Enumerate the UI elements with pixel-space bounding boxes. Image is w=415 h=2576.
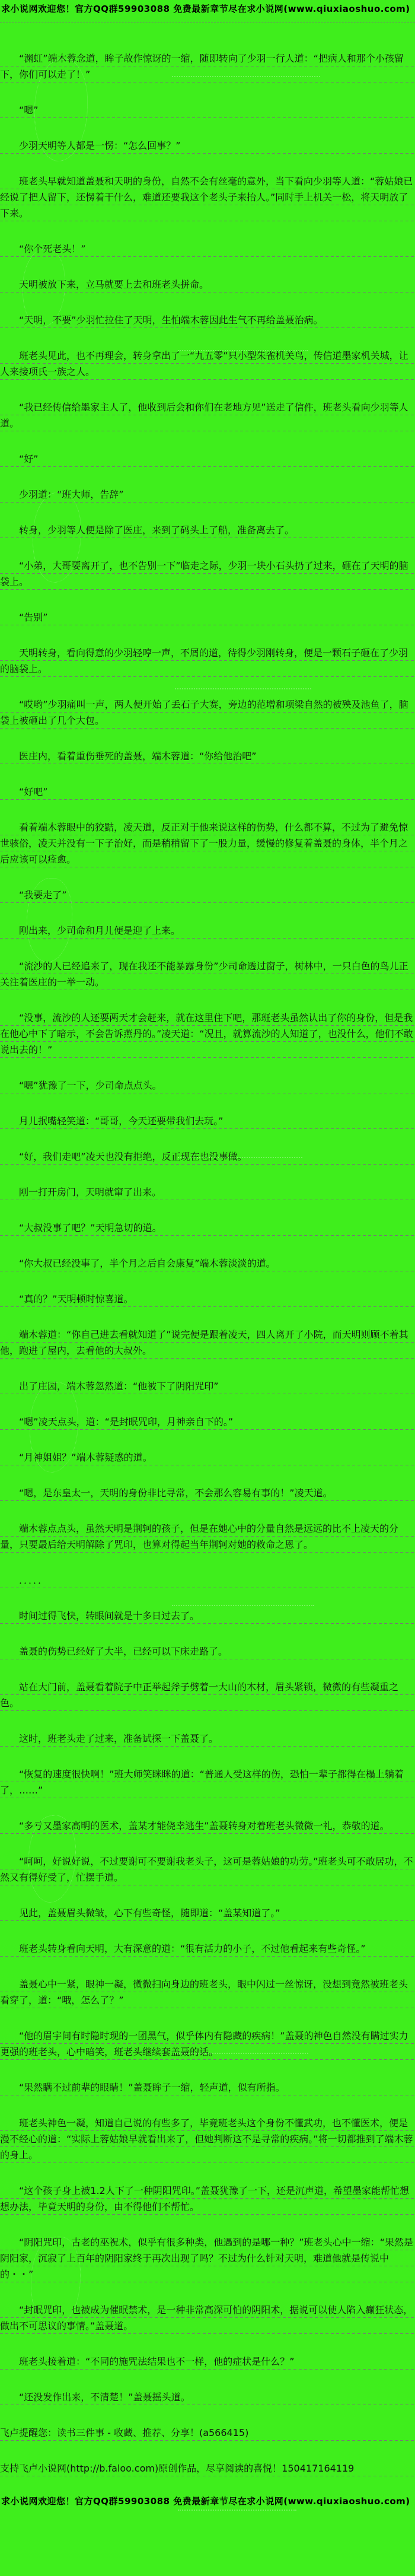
novel-paragraph: “你大叔已经没事了，半个月之后自会康复”端木蓉淡淡的道。 [0,1255,415,1271]
novel-paragraph: “我已经传信给墨家主人了，他收到后会和你们在老地方见”送走了信件，班老头看向少羽等人道。 [0,399,415,431]
novel-paragraph: 时间过得飞快，转眼间就是十多日过去了。 [0,1608,415,1624]
novel-paragraph: “小弟，大哥要离开了，也不告别一下”临走之际，少羽一块小石头扔了过来，砸在了天明的脑袋上。 [0,558,415,590]
novel-paragraph: 端木蓉点点头，虽然天明是荆轲的孩子，但是在她心中的分量自然是远远的比不上凌天的分量，只要最后给天明解除了咒印，也算对得起当年荆轲对她的救命之恩了。 [0,1521,415,1553]
novel-paragraph: 见此，盖聂眉头微皱，心下有些奇怪，随即道：“盖某知道了。” [0,1905,415,1921]
novel-paragraph: “好，我们走吧”凌天也没有拒绝，反正现在也没事做。 [0,1149,415,1165]
novel-paragraph: “天明，不要”少羽忙拉住了天明，生怕端木蓉因此生气不再给盖聂治病。 [0,312,415,328]
novel-paragraph: “告别” [0,609,415,625]
novel-paragraph: 这时，班老头走了过来，准备试探一下盖聂了。 [0,1731,415,1747]
novel-paragraph: 出了庄园，端木蓉忽然道：“他被下了阴阳咒印” [0,1378,415,1394]
novel-paragraph: 月儿抿嘴轻笑道：“哥哥，今天还要带我们去玩。” [0,1113,415,1129]
novel-paragraph: 盖聂的伤势已经好了大半，已经可以下床走路了。 [0,1643,415,1659]
novel-paragraph: “渊虹”端木蓉念道，眸子故作惊讶的一缩，随即转向了少羽一行人道：“把病人和那个小孩留下，你们可以走了！” [0,50,415,82]
novel-paragraph: “嗯”犹豫了一下，少司命点点头。 [0,1077,415,1093]
watermark-noise [178,2510,296,2511]
site-note: 支持飞卢小说网(http://b.faloo.com)原创作品，尽享阅读的喜悦！150417164119 [0,2460,415,2476]
novel-paragraph: 刚出来，少司命和月儿便是迎了上来。 [0,923,415,939]
site-banner-text: 求小说网欢迎您！官方QQ群59903088 免费最新章节尽在求小说网(www.qiuxiaoshuo.com) [1,2496,410,2507]
novel-paragraph: “流沙的人已经追来了，现在我还不能暴露身份”少司命透过窗子，树林中，一只白色的鸟儿正关注着医庄的一举一动。 [0,958,415,990]
novel-paragraph: “嗯” [0,102,415,118]
novel-paragraph: 站在大门前，盖聂看着院子中正举起斧子劈着一大山的木材，眉头紧锁，微微的有些凝重之色。 [0,1679,415,1711]
novel-paragraph: “月神姐姐？”端木蓉疑惑的道。 [0,1449,415,1465]
novel-paragraph: “呵呵，好说好说，不过要谢可不要谢我老头子，这可是蓉姑娘的功劳。”班老头可不敢居功，不然又有得好受了，忙摆手道。 [0,1853,415,1885]
novel-paragraph: “他的眉宇间有时隐时现的一团黑气，似乎体内有隐藏的疾病！”盖聂的神色自然没有瞒过实力更强的班老头，心中暗笑，班老头继续套盖聂的话。 [0,2028,415,2060]
novel-paragraph: “嗯，是东皇太一，天明的身份非比寻常，不会那么容易有事的！”凌天道。 [0,1485,415,1501]
novel-paragraph: 医庄内，看着重伤垂死的盖聂，端木蓉道：“你给他治吧” [0,748,415,764]
novel-paragraph: 班老头接着道：“不同的施咒法结果也不一样，他的症状是什么？” [0,2354,415,2370]
novel-paragraph: “你个死老头！” [0,241,415,257]
novel-paragraph: “果然瞒不过前辈的眼睛！”盖聂眸子一缩，轻声道，似有所指。 [0,2079,415,2095]
novel-paragraph: “没事，流沙的人还要两天才会赶来，就在这里住下吧，那班老头虽然认出了你的身份，但是我在他心中下了暗示，不会告诉燕丹的。”凌天道：“况且，就算流沙的人知道了，也没什么，他们不敢说出去的！” [0,1010,415,1058]
novel-paragraph: 班老头转身看向天明，大有深意的道：“很有活力的小子，不过他看起来有些奇怪。” [0,1941,415,1957]
site-banner-text: 求小说网欢迎您！官方QQ群59903088 免费最新章节尽在求小说网(www.qiuxiaoshuo.com) [1,4,410,14]
novel-paragraph: 刚一打开房门，天明就窜了出来。 [0,1184,415,1200]
novel-paragraph: 少羽道：“班大师，告辞” [0,486,415,503]
novel-paragraph: “多亏又墨家高明的医术，盖某才能侥幸逃生”盖聂转身对着班老头微微一礼，恭敬的道。 [0,1818,415,1834]
novel-paragraph: “哎哟”少羽痛叫一声，两人便开始了丢石子大赛，旁边的范增和项梁自然的被殃及池鱼了，脑袋上被砸出了几个大包。 [0,697,415,729]
novel-paragraph: 天明被放下来，立马就要上去和班老头拼命。 [0,276,415,292]
novel-paragraph: “我要走了” [0,887,415,903]
novel-paragraph: “好” [0,451,415,467]
novel-body [0,50,415,2476]
novel-paragraph: “嗯”凌天点头，道：“是封眠咒印，月神亲自下的。” [0,1414,415,1430]
site-banner-top [0,0,415,23]
site-banner-bottom [0,2496,415,2509]
site-note: 飞卢提醒您：读书三件事 - 收藏、推荐、分享！(a566415) [0,2425,415,2441]
novel-paragraph: “还没发作出来，不清楚！”盖聂摇头道。 [0,2389,415,2405]
novel-paragraph: “恢复的速度很快啊！”班大师笑眯眯的道：“普通人受这样的伤，恐怕一辈子都得在榻上躺着了，……” [0,1766,415,1798]
novel-paragraph: 少羽天明等人都是一愣：“怎么回事？” [0,138,415,154]
novel-paragraph: ．．．．． [0,1572,415,1588]
novel-paragraph: 班老头见此，也不再理会，转身拿出了一“九五零”只小型朱雀机关鸟，传信道墨家机关城，让人来接项氏一族之人。 [0,348,415,380]
novel-paragraph: 转身，少羽等人便是除了医庄，来到了码头上了船，准备离去了。 [0,522,415,538]
novel-paragraph: “真的？”天明顿时惊喜道。 [0,1291,415,1307]
novel-paragraph: 端木蓉道：“你自己进去看就知道了”说完便是跟着凌天，四人离开了小院，而天明则顾不着其他，跑进了屋内，去看他的大叔外。 [0,1327,415,1359]
novel-paragraph: 盖聂心中一紧，眼神一凝，微微扫向身边的班老头，眼中闪过一丝惊讶，没想到竟然被班老头看穿了，道：“哦，怎么了？” [0,1976,415,2008]
novel-paragraph: “阴阳咒印，古老的巫祝术，似乎有很多种类，他遇到的是哪一种？”班老头心中一缩：“果然是阴阳家，沉寂了上百年的阴阳家终于再次出现了吗？不过为什么针对天明，难道他就是传说中的・・” [0,2234,415,2282]
novel-paragraph: 天明转身，看向得意的少羽轻哼一声，不屑的道，待得少羽刚转身，便是一颗石子砸在了少羽的脑袋上。 [0,645,415,677]
novel-paragraph: “封眠咒印，也被成为催眠禁术，是一种非常高深可怕的阴阳术，据说可以使人陷入癫狂状态，做出不可思议的事情。”盖聂道。 [0,2302,415,2334]
novel-paragraph: “好吧” [0,784,415,800]
novel-paragraph: “这个孩子身上被1.2人下了一种阴阳咒印。”盖聂犹豫了一下，还是沉声道，希望墨家能帮忙想想办法，毕竟天明的身份，由不得他们不帮忙。 [0,2183,415,2215]
novel-paragraph: “大叔没事了吧？”天明急切的道。 [0,1220,415,1236]
novel-paragraph: 班老头神色一凝，知道自己说的有些多了，毕竟班老头这个身份不懂武功，也不懂医术，便是漫不经心的道：“实际上蓉姑娘早就看出来了，但她判断这不是寻常的疾病。”将一切都推到了端木蓉的身上。 [0,2115,415,2163]
novel-paragraph: 看着端木蓉眼中的狡黠，凌天道，反正对于他来说这样的伤势，什么都不算，不过为了避免惊世骇俗，凌天并没有一下子治好，而是稍稍留下了一股力量，缓慢的修复着盖聂的身体，半个月之后应该可以痊愈。 [0,819,415,867]
novel-paragraph: 班老头早就知道盖聂和天明的身份，自然不会有丝毫的意外，当下看向少羽等人道：“蓉姑娘已经说了把人留下，还愣着干什么，难道还要我这个老头子来抬人。”同时手上机关一松，将天明放了下来。 [0,173,415,221]
